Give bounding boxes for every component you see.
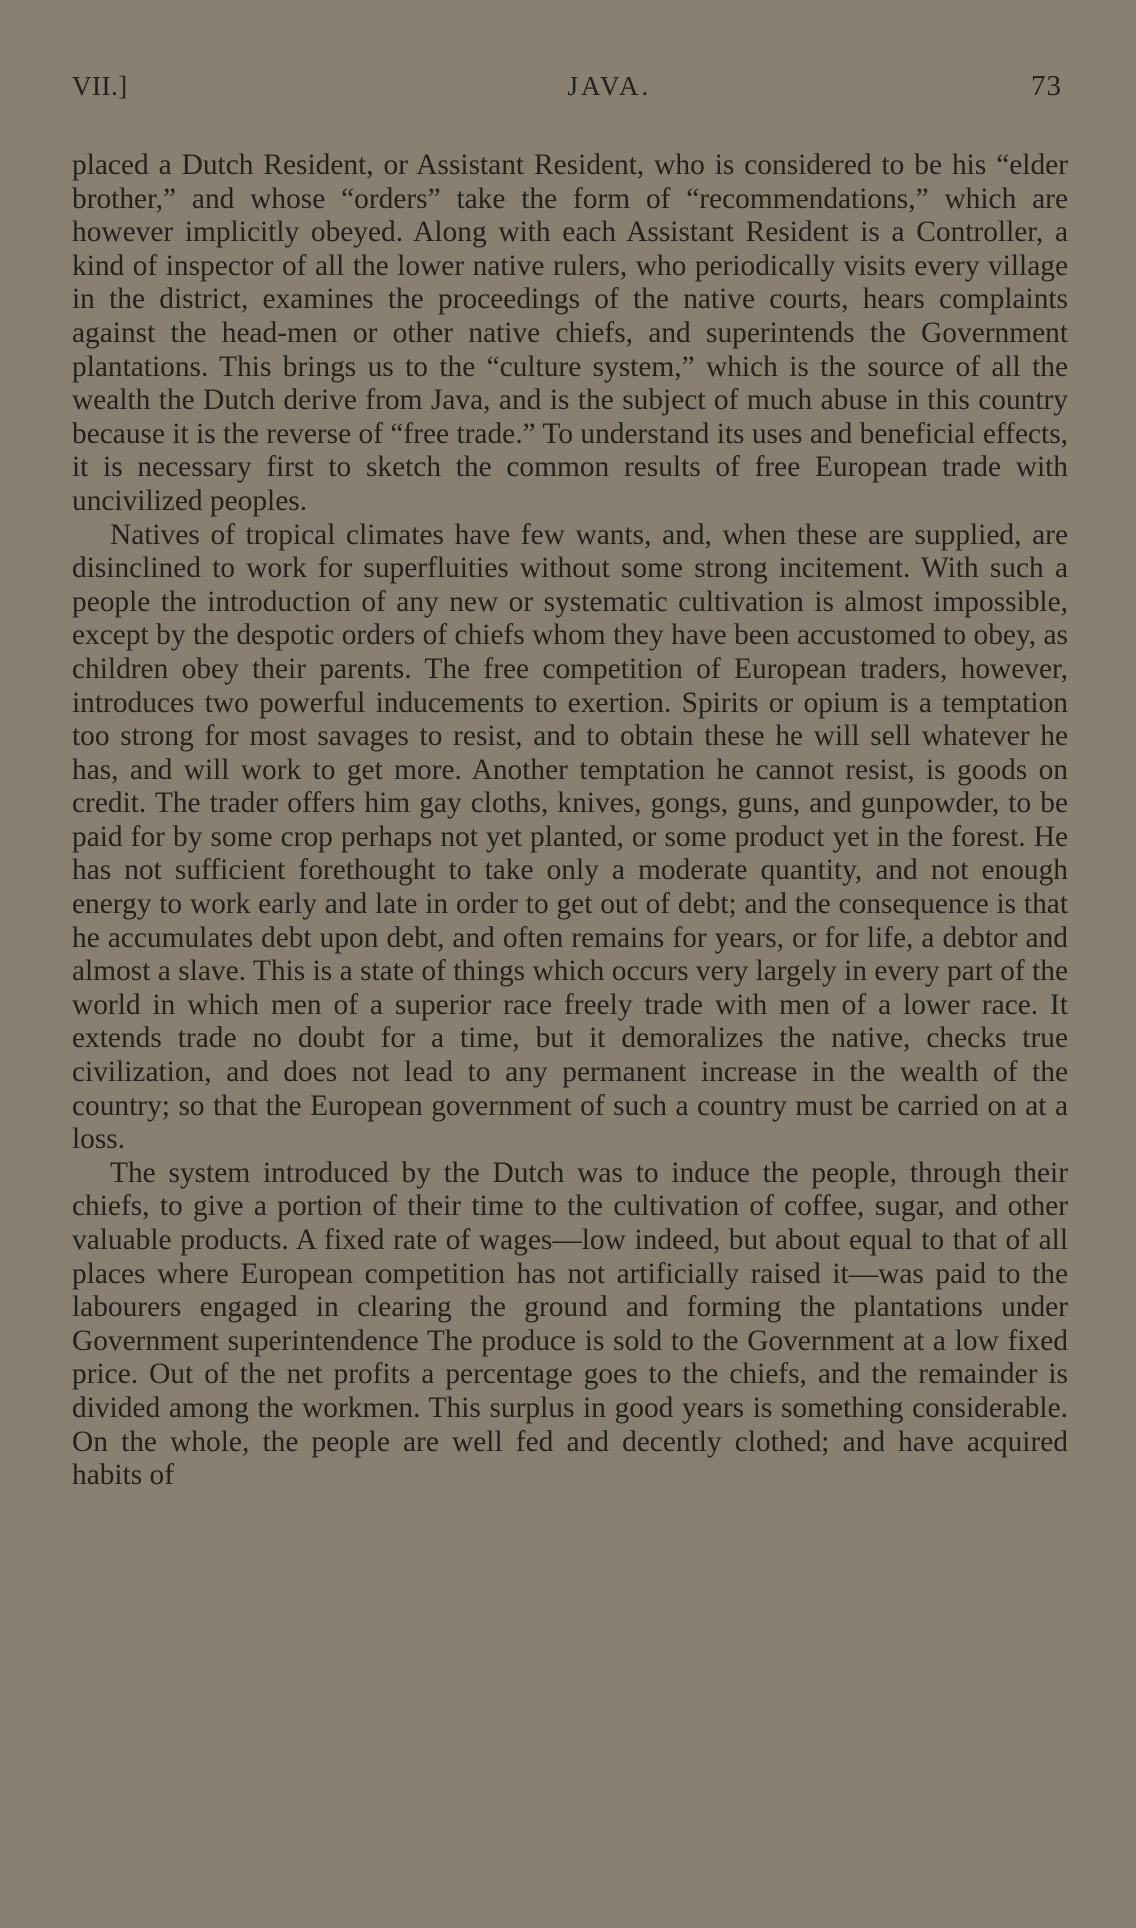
paragraph-1: placed a Dutch Resident, or Assistant Resident, who is considered to be his “elder brother,” and whose “orders” take the form of “recommendations,” which are however implicitly obeyed. Along with each Assistant Resident is a Controller, a kind of inspector of all the lower native rulers, who periodically visits every village in the district, examines the proceedings of the native courts, hears complaints against the head-men or other native chiefs, and superintends the Government plantations. This brings us to the “culture system,” which is the source of all the wealth the Dutch derive from Java, and is the subject of much abuse in this country because it is the reverse of “free trade.” To understand its uses and beneficial effects, it is necessary first to sketch the common results of free European trade with uncivilized peoples. bbox=[72, 149, 1068, 517]
body-text bbox=[72, 149, 1068, 1493]
running-head bbox=[72, 70, 1068, 103]
paragraph-2: Natives of tropical climates have few wants, and, when these are supplied, are disinclined to work for superfluities without some strong incitement. With such a people the introduction of any new or systematic cultivation is almost impossible, except by the despotic orders of chiefs whom they have been accustomed to obey, as children obey their parents. The free competition of European traders, however, introduces two powerful inducements to exertion. Spirits or opium is a temptation too strong for most savages to resist, and to obtain these he will sell whatever he has, and will work to get more. Another temptation he cannot resist, is goods on credit. The trader offers him gay cloths, knives, gongs, guns, and gunpowder, to be paid for by some crop perhaps not yet planted, or some product yet in the forest. He has not sufficient forethought to take only a moderate quantity, and not enough energy to work early and late in order to get out of debt; and the consequence is that he accumulates debt upon debt, and often remains for years, or for life, a debtor and almost a slave. This is a state of things which occurs very largely in every part of the world in which men of a superior race freely trade with men of a lower race. It extends trade no doubt for a time, but it demoralizes the native, checks true civilization, and does not lead to any permanent increase in the wealth of the country; so that the European government of such a country must be carried on at a loss. bbox=[72, 518, 1068, 1156]
chapter-marker: VII.] bbox=[72, 71, 128, 101]
running-title: JAVA. bbox=[567, 71, 652, 101]
page-number: 73 bbox=[1031, 70, 1062, 102]
paragraph-3: The system introduced by the Dutch was to induce the people, through their chiefs, to give a portion of their time to the cultivation of coffee, sugar, and other valuable products. A fixed rate of wages—low indeed, but about equal to that of all places where European competition has not artificially raised it—was paid to the labourers engaged in clearing the ground and forming the plantations under Government superintendence The produce is sold to the Government at a low fixed price. Out of the net profits a percentage goes to the chiefs, and the remainder is divided among the workmen. This surplus in good years is something considerable. On the whole, the people are well fed and decently clothed; and have acquired habits of bbox=[72, 1156, 1068, 1492]
